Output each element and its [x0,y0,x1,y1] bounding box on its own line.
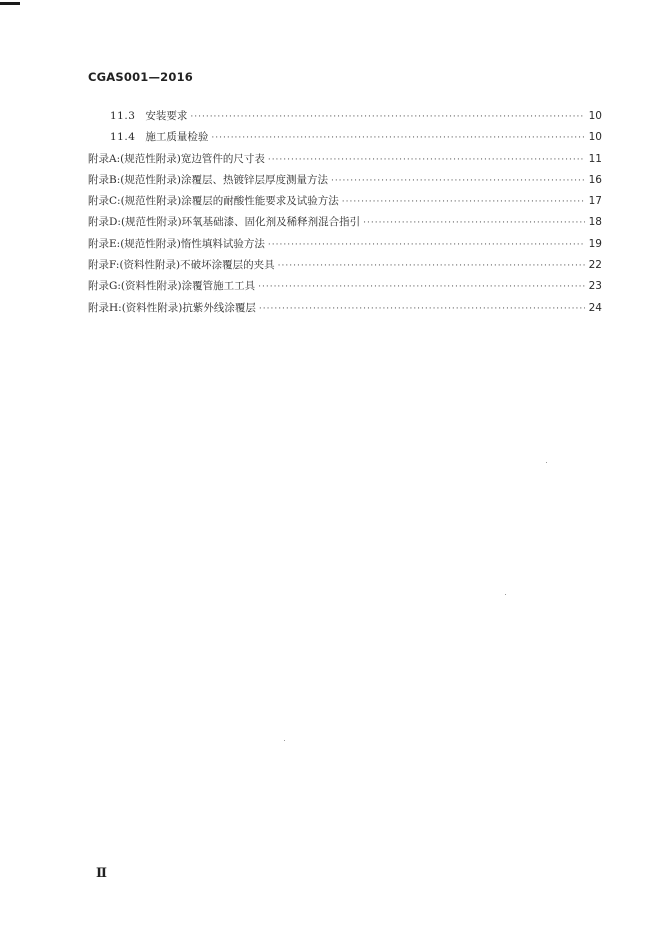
toc-entry-title: 附录E:(规范性附录)惰性填料试验方法 [88,237,265,250]
toc-entry[interactable] [88,255,602,276]
toc-entry-page: 11 [588,152,602,165]
toc-entry-page: 24 [588,301,602,314]
toc-entry-title: 附录A:(规范性附录)宽边管件的尺寸表 [88,152,265,165]
scan-speck [284,740,285,741]
toc-leader-dots [259,299,585,320]
toc-leader-dots [278,256,585,277]
toc-entry-title: 施工质量检验 [145,131,209,144]
toc-entry[interactable] [88,212,602,233]
toc-entry[interactable] [88,234,602,255]
toc-entry-number: 11.3 [110,110,136,122]
toc-entry-page: 16 [588,173,602,186]
toc-leader-dots [268,235,585,256]
toc-entry-page: 18 [588,216,602,229]
toc-entry[interactable] [88,276,602,297]
toc-entry-title: 附录H:(资料性附录)抗紫外线涂覆层 [88,301,256,314]
corner-mark [0,2,20,5]
toc-leader-dots [331,171,585,192]
toc-entry-title: 附录D:(规范性附录)环氧基础漆、固化剂及稀释剂混合指引 [88,216,361,229]
toc-entry-page: 10 [588,131,602,144]
toc-entry-title: 附录F:(资料性附录)不破坏涂覆层的夹具 [88,259,275,272]
toc-entry-page: 17 [588,195,602,208]
toc-leader-dots [342,192,585,213]
toc-entry[interactable] [88,106,602,127]
toc-entry-title: 附录C:(规范性附录)涂覆层的耐酸性能要求及试验方法 [88,195,339,208]
toc-entry-page: 19 [588,237,602,250]
toc-entry-page: 23 [588,280,602,293]
toc-entry-title: 安装要求 [145,110,188,122]
toc-leader-dots [190,107,585,128]
scan-speck [546,462,547,463]
toc-entry-title: 附录B:(规范性附录)涂覆层、热镀锌层厚度测量方法 [88,173,328,186]
toc-entry[interactable] [88,149,602,170]
toc-entry[interactable] [88,298,602,319]
toc-entry-number: 11.4 [110,131,136,144]
toc-entry[interactable] [88,127,602,148]
toc-leader-dots [363,213,585,234]
toc-entry[interactable] [88,170,602,191]
toc-entry-page: 10 [588,110,602,122]
toc-entry[interactable] [88,191,602,212]
scan-speck [505,594,506,595]
document-code: CGAS001—2016 [88,70,193,84]
toc-leader-dots [211,128,585,149]
page-number: Ⅱ [96,866,107,881]
toc-entry-title: 附录G:(资料性附录)涂覆管施工工具 [88,280,256,293]
toc-leader-dots [258,277,585,298]
toc-entry-page: 22 [588,259,602,272]
toc-leader-dots [268,150,585,171]
table-of-contents [88,106,602,319]
